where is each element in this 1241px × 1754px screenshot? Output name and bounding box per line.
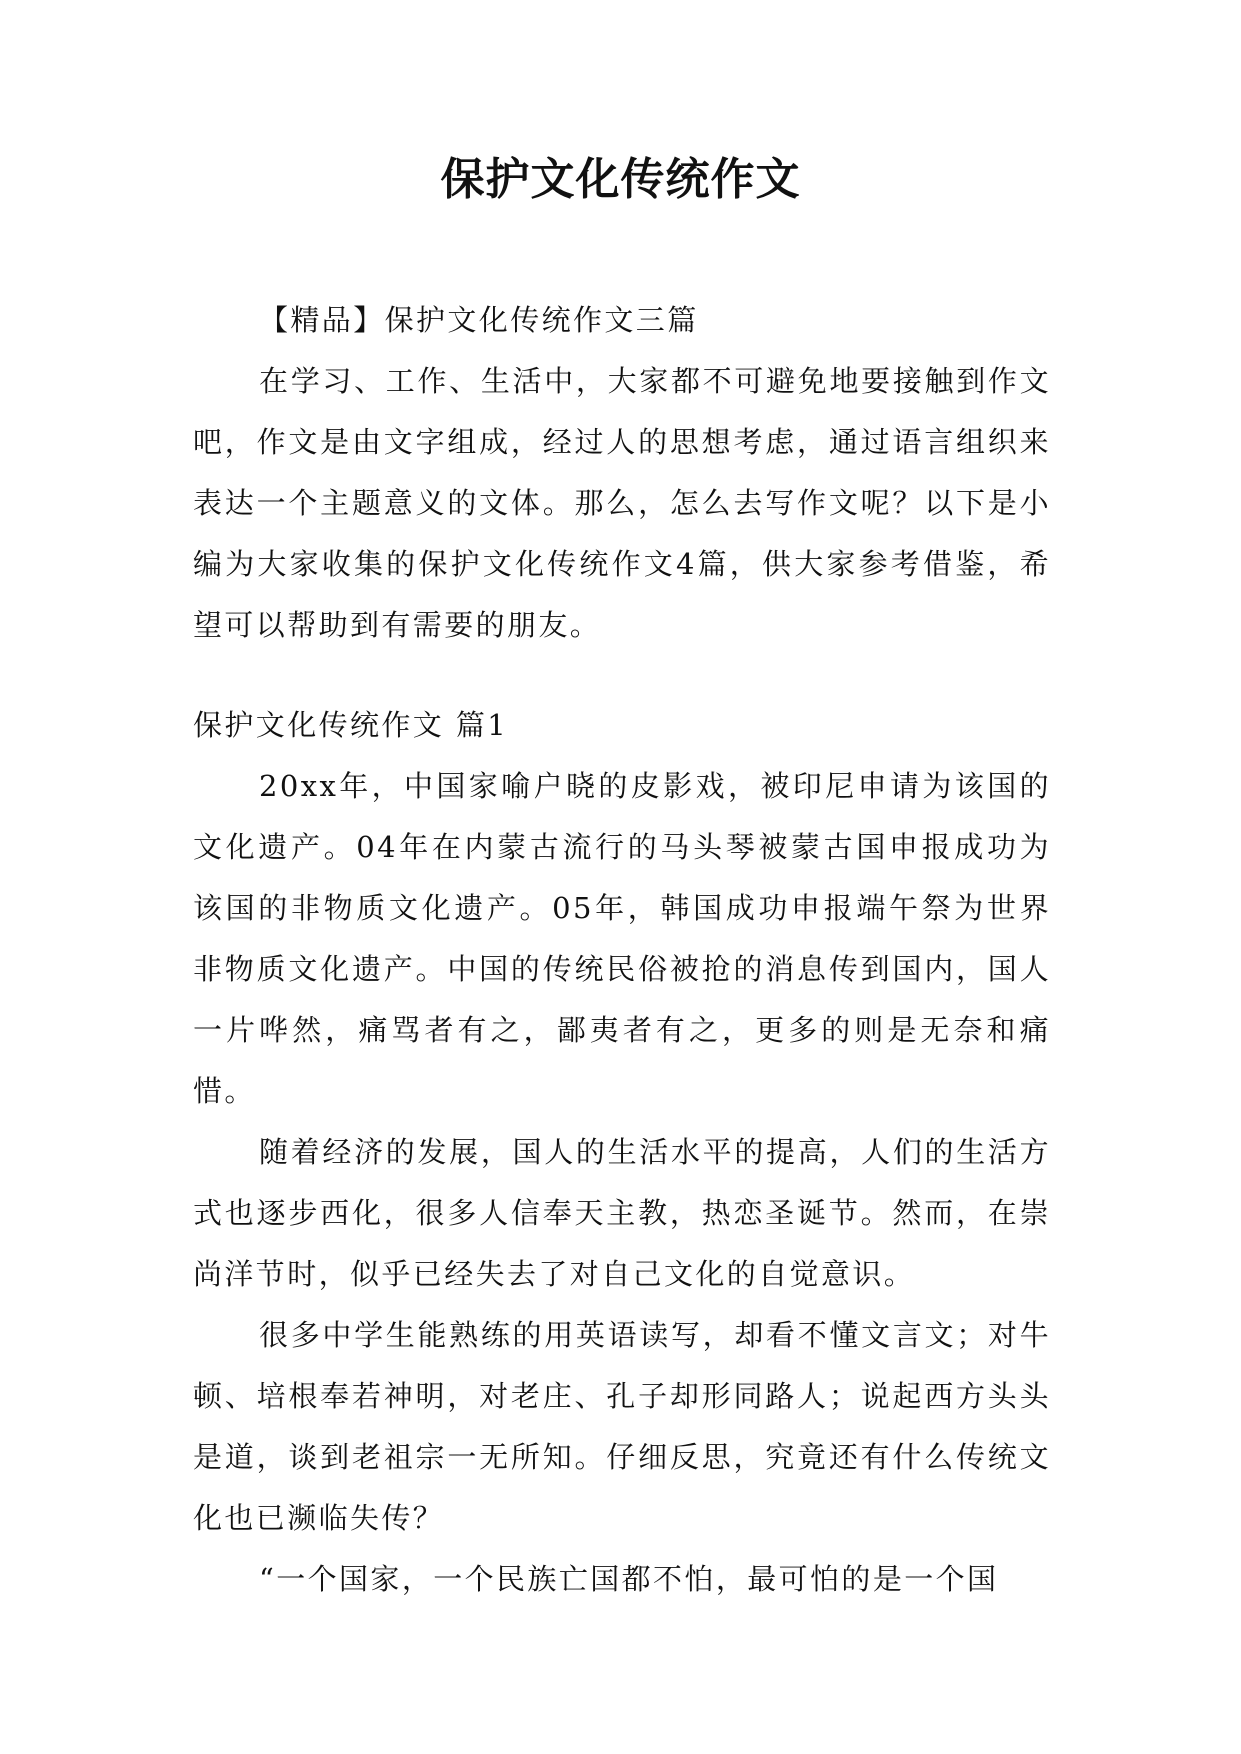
section-paragraph: “一个国家，一个民族亡国都不怕，最可怕的是一个国 <box>259 1562 999 1596</box>
section-paragraph: 20xx年，中国家喻户晓的皮影戏，被印尼申请为该国的文化遗产。04年在内蒙古流行的马头琴被蒙古国申报成功为该国的非物质文化遗产。05年，韩国成功申报端午祭为世界非物质文化遗产。中国的传统民俗被抢的消息传到国内，国人一片哗然，痛骂者有之，鄙夷者有之，更多的则是无奈和痛惜。 <box>193 769 1051 1108</box>
section-paragraph: 很多中学生能熟练的用英语读写，却看不懂文言文；对牛顿、培根奉若神明，对老庄、孔子却形同路人；说起西方头头是道，谈到老祖宗一无所知。仔细反思，究竟还有什么传统文化也已濒临失传？ <box>193 1318 1051 1535</box>
section-paragraph: 随着经济的发展，国人的生活水平的提高，人们的生活方式也逐步西化，很多人信奉天主教，热恋圣诞节。然而，在崇尚洋节时，似乎已经失去了对自己文化的自觉意识。 <box>193 1135 1051 1291</box>
intro-block <box>193 351 1051 656</box>
intro-paragraph: 在学习、工作、生活中，大家都不可避免地要接触到作文吧，作文是由文字组成，经过人的思想考虑，通过语言组织来表达一个主题意义的文体。那么，怎么去写作文呢？以下是小编为大家收集的保护文化传统作文4篇，供大家参考借鉴，希望可以帮助到有需要的朋友。 <box>193 364 1051 642</box>
section-body <box>193 756 1051 1610</box>
section-heading: 保护文化传统作文 篇1 <box>193 708 509 742</box>
document-subtitle: 【精品】保护文化传统作文三篇 <box>259 303 699 337</box>
section-heading-block <box>193 695 1051 756</box>
document-title: 保护文化传统作文 <box>440 154 801 205</box>
document-subtitle-block <box>193 290 1051 351</box>
